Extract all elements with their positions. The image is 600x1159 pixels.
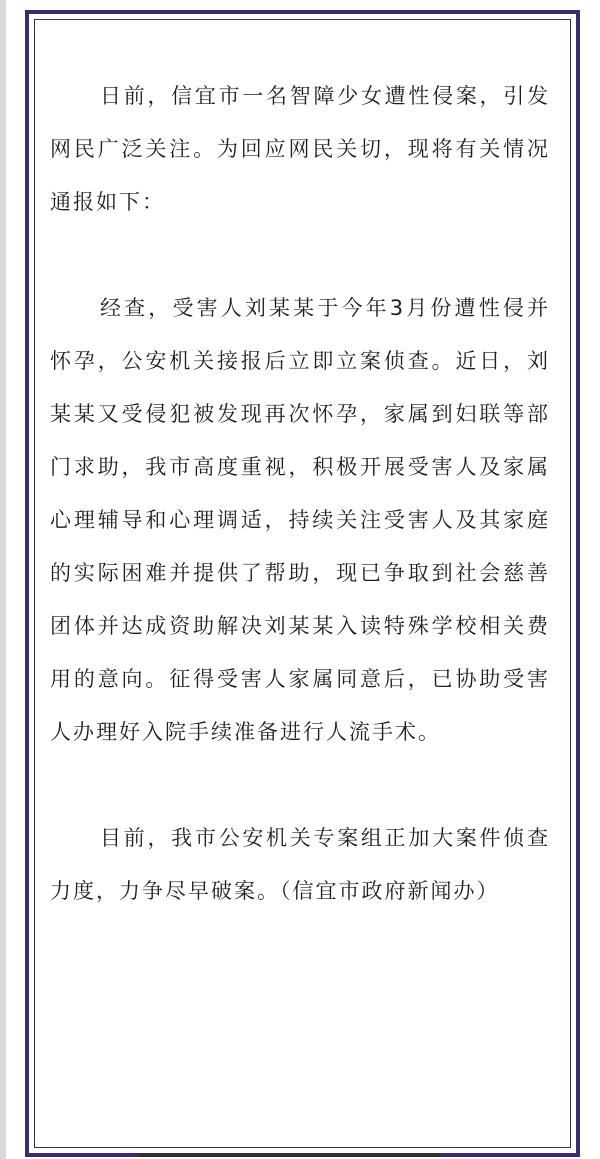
- page-left-edge: [0, 0, 6, 1159]
- notice-body: [50, 70, 550, 918]
- notice-paragraph-conclusion: 目前，我市公安机关专案组正加大案件侦查力度，力争尽早破案。（信宜市政府新闻办）: [50, 826, 550, 903]
- notice-paragraph-intro: 日前，信宜市一名智障少女遭性侵案，引发网民广泛关注。为回应网民关切，现将有关情况通报如下：: [50, 84, 550, 214]
- notice-paragraph-details: 经查，受害人刘某某于今年3月份遭性侵并怀孕，公安机关接报后立即立案侦查。近日，刘某某又受侵犯被发现再次怀孕，家属到妇联等部门求助，我市高度重视，积极开展受害人及家属心理辅导和心理调适，持续关注受害人及其家庭的实际困难并提供了帮助，现已争取到社会慈善团体并达成资助解决刘某某入读特殊学校相关费用的意向。征得受害人家属同意后，已协助受害人办理好入院手续准备进行人流手术。: [50, 296, 550, 744]
- bottom-edge-bar: [140, 1153, 440, 1157]
